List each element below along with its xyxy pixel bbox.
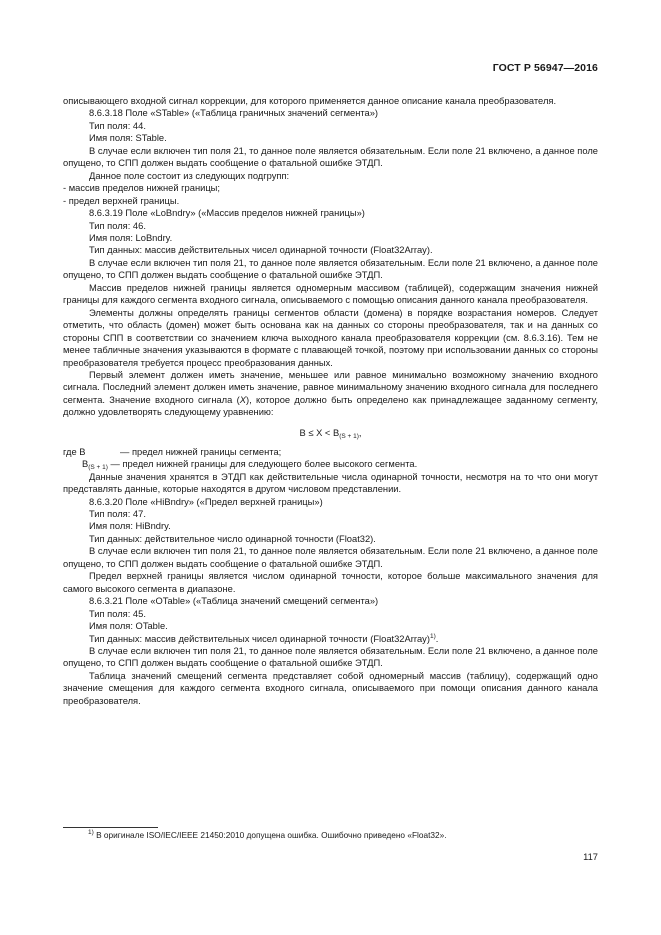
formula-comma: ,	[358, 427, 362, 438]
paragraph: Данное поле состоит из следующих подгрупп:	[89, 170, 290, 181]
paragraph	[63, 633, 598, 645]
formula-subscript: (S + 1)	[339, 432, 359, 440]
paragraph: Тип поля: 47.	[89, 509, 146, 520]
paragraph: Тип данных: действительное число одинарной точности (Float32).	[89, 533, 376, 544]
footnote-text: В оригинале ISO/IEC/IEEE 21450:2010 допущена ошибка. Ошибочно приведено «Float32».	[93, 830, 447, 840]
paragraph: Тип поля: 44.	[89, 120, 146, 131]
variable-subscript: (S + 1)	[88, 464, 108, 472]
paragraph: В случае если включен тип поля 21, то данное поле является обязательным. Если поле 21 включено, а данное поле опущено, то СПП должен выдать сообщение о фатальной ошибке ЭТДП.	[63, 257, 598, 281]
paragraph: В случае если включен тип поля 21, то данное поле является обязательным. Если поле 21 включено, а данное поле опущено, то СПП должен выдать сообщение о фатальной ошибке ЭТДП.	[63, 145, 598, 169]
document-header: ГОСТ Р 56947—2016	[492, 62, 598, 74]
section-heading: 8.6.3.19 Поле «LoBndry» («Массив пределов нижней границы»)	[89, 208, 365, 219]
where-line-1	[63, 446, 598, 458]
paragraph: Предел верхней границы является числом одинарной точности, которое больше максимального значения для самого высокого сегмента в диапазоне.	[63, 571, 598, 594]
list-item: - предел верхней границы.	[63, 195, 180, 206]
footnote-mark: 1)	[88, 829, 94, 836]
paragraph: Тип поля: 45.	[89, 608, 146, 619]
section-heading: 8.6.3.20 Поле «HiBndry» («Предел верхней границы»)	[89, 496, 323, 507]
where-line-2	[63, 458, 598, 470]
page-number: 117	[583, 852, 598, 862]
where-description: — предел нижней границы сегмента;	[120, 446, 282, 457]
paragraph: Имя поля: OTable.	[89, 621, 168, 632]
paragraph: В случае если включен тип поля 21, то данное поле является обязательным. Если поле 21 включено, а данное поле опущено, то СПП должен выдать сообщение о фатальной ошибке ЭТДП.	[63, 646, 598, 669]
text-run: ), которое должно быть определено как принадлежащее заданному сегменту, должно удовлетворять следующему уравнению:	[63, 394, 598, 418]
footnote-reference[interactable]: 1)	[429, 632, 436, 640]
paragraph: Данные значения хранятся в ЭТДП как действительные числа одинарной точности, несмотря на то что они могут представлять данные, которые находятся в другом числовом представлении.	[63, 471, 598, 495]
paragraph: В случае если включен тип поля 21, то данное поле является обязательным. Если поле 21 включено, а данное поле опущено, то СПП должен выдать сообщение о фатальной ошибке ЭТДП.	[63, 546, 598, 569]
paragraph: Имя поля: HiBndry.	[89, 521, 171, 532]
paragraph: Массив пределов нижней границы является одномерным массивом (таблицей), содержащим значения нижней границы для каждого сегмента входного сигнала, описываемого с помощью описания данного канала преобразователя.	[63, 282, 598, 306]
paragraph: Элементы должны определять границы сегментов области (домена) в порядке возрастания номеров. Следует отметить, что область (домен) может быть основана как на данных со стороны преобразователя, так и на данных со стороны СПП в соответствии со значением ключа выходного канала преобразователя коррекции (см. 8.6.3.16). Тем не менее табличные значения указываются в формате с плавающей точкой, поэтому при использовании данных со стороны преобразователя требуется процесс преобразования данных.	[63, 307, 598, 368]
inequality-formula	[63, 427, 598, 440]
paragraph: описывающего входной сигнал коррекции, для которого применяется данное описание канала преобразователя.	[63, 96, 557, 106]
where-description: — предел нижней границы для следующего более высокого сегмента.	[107, 459, 418, 470]
paragraph: Тип данных: массив действительных чисел одинарной точности (Float32Array).	[89, 245, 433, 256]
formula-main: B ≤ X < B	[299, 427, 340, 438]
section-heading: 8.6.3.18 Поле «STable» («Таблица граничных значений сегмента»)	[89, 108, 379, 119]
paragraph	[63, 369, 598, 419]
paragraph: Имя поля: LoBndry.	[89, 232, 173, 243]
where-variable	[82, 458, 417, 470]
text-run: Тип данных: массив действительных чисел одинарной точности (Float32Array)	[89, 633, 430, 644]
section-heading: 8.6.3.21 Поле «OTable» («Таблица значений смещений сегмента»)	[89, 596, 379, 607]
text-run: .	[435, 633, 439, 644]
page-body	[63, 95, 598, 707]
where-label: где B	[63, 446, 86, 457]
paragraph: Имя поля: STable.	[89, 133, 167, 144]
paragraph: Таблица значений смещений сегмента представляет собой одномерный массив (таблицу), содержащий одно значение смещения для каждого сегмента входного сигнала, описываемого при помощи описания данного канала преобразователя.	[63, 670, 598, 706]
footnote-divider	[63, 827, 158, 828]
list-item: - массив пределов нижней границы;	[63, 183, 220, 194]
variable-b: B	[82, 459, 89, 470]
variable-x: X	[239, 394, 246, 405]
footnote	[88, 830, 447, 841]
text-run: Первый элемент должен иметь значение, меньшее или равное минимально возможному значению входного сигнала. Последний элемент должен иметь значение, равное минимальному значению входного сигнала для последнего сегмента. Значение входного сигнала (	[63, 369, 598, 405]
paragraph: Тип поля: 46.	[89, 220, 146, 231]
